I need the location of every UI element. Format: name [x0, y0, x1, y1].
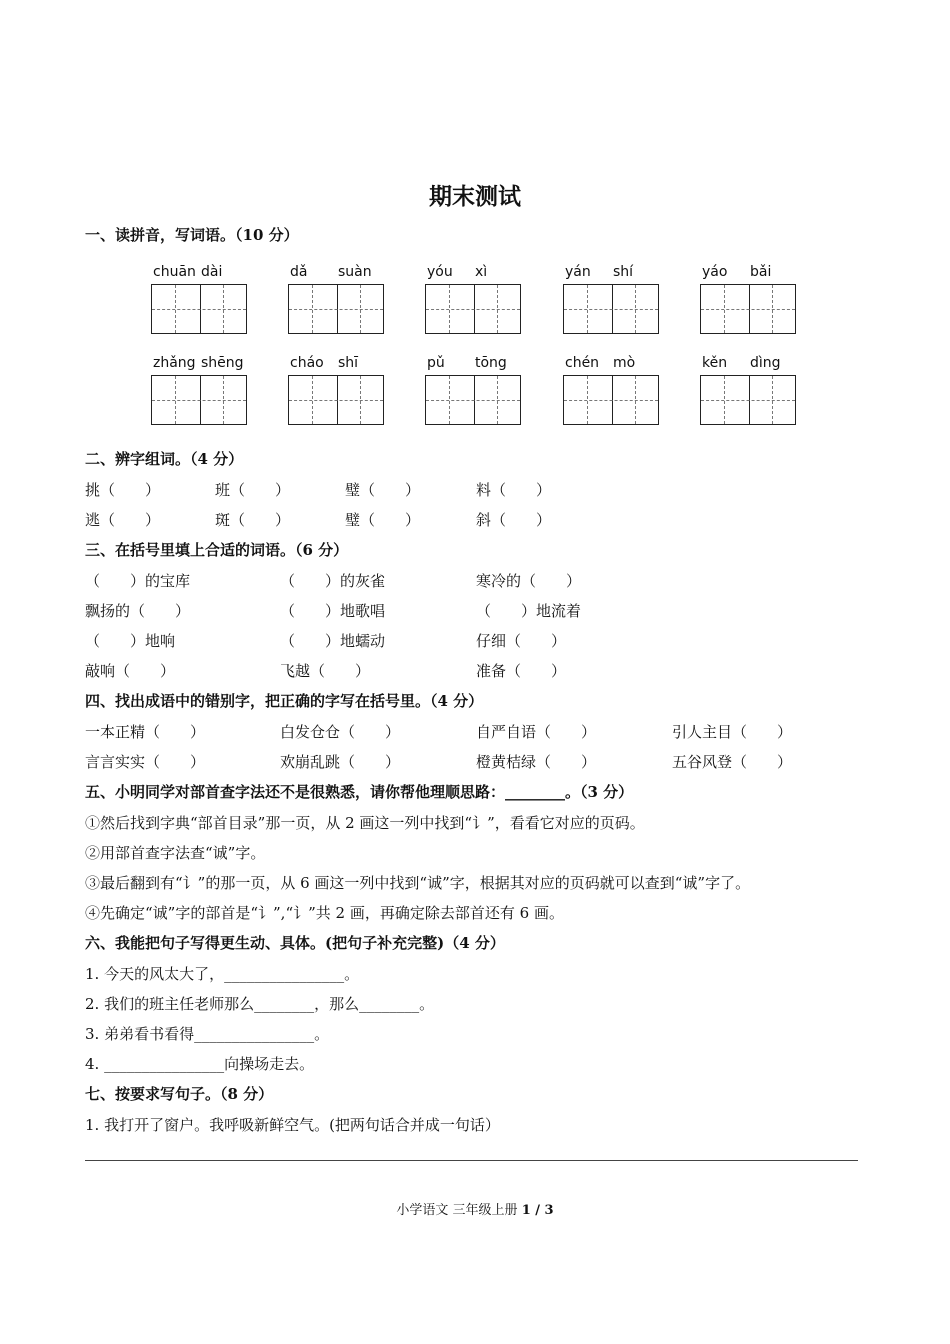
pinyin-syllable: dìng	[750, 355, 781, 371]
footer-text: 小学语文 三年级上册	[396, 1203, 522, 1218]
s3-item: （ ）地歌唱	[280, 602, 386, 620]
s4-item: 一本正精（ ）	[85, 723, 206, 741]
s6-line: 4. ________________向操场走去。	[85, 1055, 315, 1073]
s2-item: 料（ ）	[476, 481, 552, 499]
page-footer	[0, 1199, 950, 1218]
pinyin-syllable: dài	[201, 264, 223, 280]
s4-item: 欢崩乱跳（ ）	[280, 753, 401, 771]
pinyin-syllable: kěn	[702, 355, 728, 371]
s2-item: 璧（ ）	[345, 481, 421, 499]
pinyin-syllable: pǔ	[427, 355, 445, 371]
s6-line: 1. 今天的风太大了，________________。	[85, 965, 360, 983]
pinyin-syllable: yóu	[427, 264, 453, 280]
writing-box[interactable]	[563, 375, 659, 425]
s3-item: 敲响（ ）	[85, 662, 176, 680]
section-7-heading: 七、按要求写句子。（8 分）	[85, 1085, 274, 1103]
s6-line: 3. 弟弟看书看得________________。	[85, 1025, 330, 1043]
writing-box[interactable]	[151, 375, 247, 425]
answer-line	[85, 1160, 858, 1161]
pinyin-syllable: mò	[613, 355, 636, 371]
writing-box[interactable]	[288, 284, 384, 334]
s3-item: （ ）的宝库	[85, 572, 191, 590]
pinyin-syllable: chén	[565, 355, 600, 371]
s2-item: 斜（ ）	[476, 511, 552, 529]
writing-box[interactable]	[151, 284, 247, 334]
s3-item: （ ）地响	[85, 632, 176, 650]
s4-item: 言言实实（ ）	[85, 753, 206, 771]
s5-line: ②用部首查字法查“诚”字。	[85, 844, 266, 862]
writing-box[interactable]	[700, 284, 796, 334]
section-3-heading: 三、在括号里填上合适的词语。（6 分）	[85, 541, 349, 559]
s2-item: 璧（ ）	[345, 511, 421, 529]
page-number: 1 / 3	[521, 1203, 554, 1218]
section-4-heading: 四、找出成语中的错别字，把正确的字写在括号里。（4 分）	[85, 692, 484, 710]
s3-item: 准备（ ）	[476, 662, 567, 680]
s3-item: 飞越（ ）	[280, 662, 371, 680]
section-1-heading: 一、读拼音，写词语。（10 分）	[85, 226, 299, 244]
s5-line: ④先确定“诚”字的部首是“讠”,“讠”共 2 画，再确定除去部首还有 6 画。	[85, 904, 564, 922]
pinyin-syllable: yáo	[702, 264, 728, 280]
pinyin-syllable: chuān	[153, 264, 196, 280]
s4-item: 引人主目（ ）	[672, 723, 793, 741]
s2-item: 挑（ ）	[85, 481, 161, 499]
s6-line: 2. 我们的班主任老师那么________，那么________。	[85, 995, 435, 1013]
s3-item: （ ）的灰雀	[280, 572, 386, 590]
pinyin-syllable: shī	[338, 355, 359, 371]
section-5-heading: 五、小明同学对部首查字法还不是很熟悉，请你帮他理顺思路：________。（3 分）	[85, 783, 634, 801]
writing-box[interactable]	[425, 284, 521, 334]
s7-line: 1. 我打开了窗户。我呼吸新鲜空气。(把两句话合并成一句话）	[85, 1116, 500, 1134]
writing-box[interactable]	[563, 284, 659, 334]
s4-item: 自严自语（ ）	[476, 723, 597, 741]
writing-box[interactable]	[700, 375, 796, 425]
s3-item: （ ）地流着	[476, 602, 582, 620]
section-6-heading: 六、我能把句子写得更生动、具体。(把句子补充完整)（4 分）	[85, 934, 505, 952]
s5-line: ③最后翻到有“讠”的那一页，从 6 画这一列中找到“诚”字，根据其对应的页码就可以查到“诚”字了。	[85, 874, 751, 892]
s5-line: ①然后找到字典“部首目录”那一页，从 2 画这一列中找到“讠”，看看它对应的页码。	[85, 814, 645, 832]
pinyin-syllable: shí	[613, 264, 634, 280]
writing-box[interactable]	[425, 375, 521, 425]
pinyin-syllable: zhǎng	[153, 355, 196, 371]
writing-box[interactable]	[288, 375, 384, 425]
pinyin-syllable: tōng	[475, 355, 507, 371]
pinyin-syllable: suàn	[338, 264, 372, 280]
s3-item: 仔细（ ）	[476, 632, 567, 650]
pinyin-syllable: bǎi	[750, 264, 772, 280]
s3-item: （ ）地蠕动	[280, 632, 386, 650]
s3-item: 寒冷的（ ）	[476, 572, 582, 590]
s4-item: 五谷风登（ ）	[672, 753, 793, 771]
s2-item: 班（ ）	[215, 481, 291, 499]
page-title: 期末测试	[429, 183, 521, 210]
section-2-heading: 二、辨字组词。（4 分）	[85, 450, 244, 468]
s4-item: 白发仓仓（ ）	[280, 723, 401, 741]
s4-item: 橙黄桔绿（ ）	[476, 753, 597, 771]
s2-item: 斑（ ）	[215, 511, 291, 529]
pinyin-syllable: yán	[565, 264, 591, 280]
pinyin-syllable: dǎ	[290, 264, 308, 280]
s3-item: 飘扬的（ ）	[85, 602, 191, 620]
pinyin-syllable: cháo	[290, 355, 324, 371]
s2-item: 逃（ ）	[85, 511, 161, 529]
pinyin-syllable: xì	[475, 264, 488, 280]
pinyin-syllable: shēng	[201, 355, 244, 371]
